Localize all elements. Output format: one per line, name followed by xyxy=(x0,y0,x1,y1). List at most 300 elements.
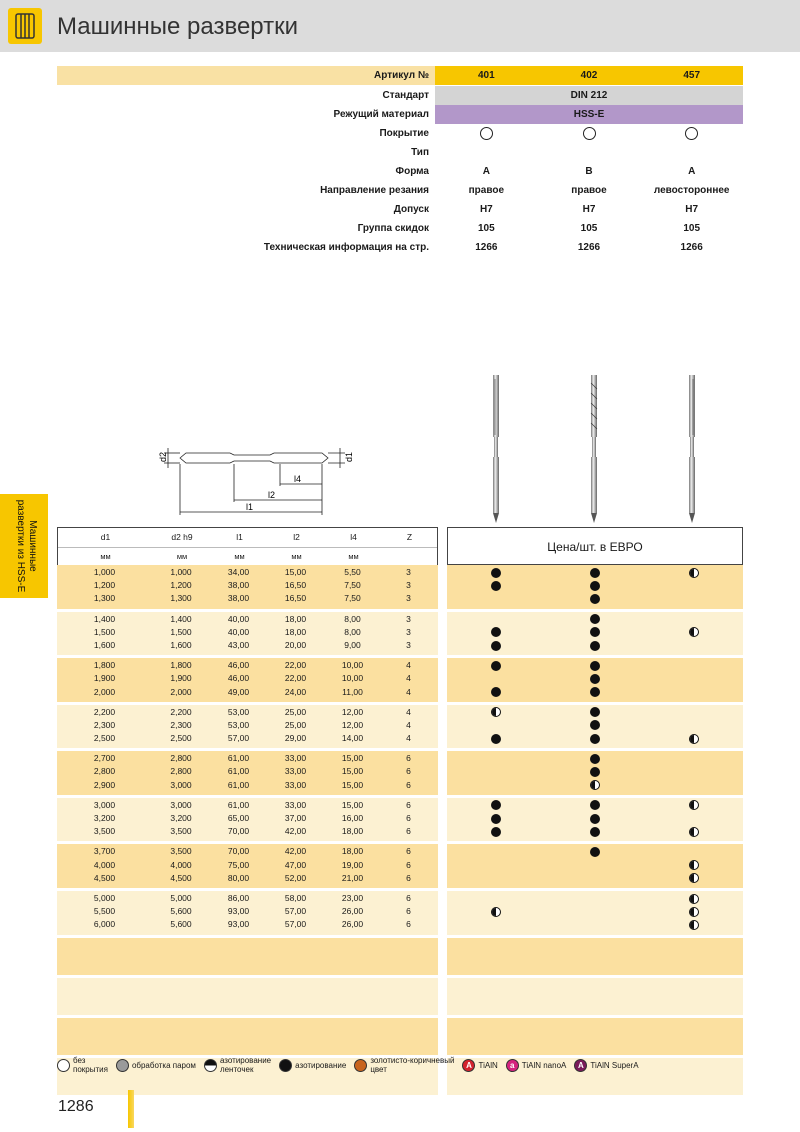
availability-cell xyxy=(546,918,645,931)
discount-row xyxy=(57,219,743,238)
cell-d2: 3,000 xyxy=(170,799,192,810)
availability-cell xyxy=(447,659,546,672)
cell-l4: 10,00 xyxy=(341,673,364,684)
cell-z: 6 xyxy=(406,892,411,903)
availability-cell xyxy=(546,719,645,732)
stock-available-icon[interactable] xyxy=(590,720,600,730)
availability-cell xyxy=(447,592,546,605)
availability-cell xyxy=(644,672,743,685)
cell-d1: 1,200 xyxy=(93,580,116,591)
stock-partial-icon[interactable] xyxy=(689,568,699,578)
availability-cell xyxy=(644,799,743,812)
price-row xyxy=(447,659,743,672)
cell-l2: 15,00 xyxy=(284,567,307,577)
availability-cell xyxy=(546,779,645,792)
stock-available-icon[interactable] xyxy=(491,641,501,651)
stock-partial-icon[interactable] xyxy=(491,907,501,917)
unit-label xyxy=(382,548,437,566)
legend-label: азотирование ленточек xyxy=(219,1056,272,1074)
row-divider xyxy=(57,1095,743,1098)
cell-l1: 61,00 xyxy=(227,779,250,790)
legend-label: золотисто-коричневый цвет xyxy=(370,1056,455,1074)
cell-d1: 2,300 xyxy=(93,719,116,730)
price-row xyxy=(447,779,743,792)
table-row[interactable] xyxy=(57,765,438,778)
col-d2-header: d2 h9 xyxy=(171,532,193,542)
cell-d1: 4,000 xyxy=(93,859,116,870)
cell-l2: 24,00 xyxy=(284,686,307,697)
cell-l1: 49,00 xyxy=(227,686,250,697)
unit-label: мм xyxy=(176,552,188,561)
empty-row-band xyxy=(57,1018,743,1055)
price-row xyxy=(447,799,743,812)
col-z-header: Z xyxy=(406,532,413,542)
availability-cell xyxy=(644,812,743,825)
form-value: A xyxy=(688,166,696,177)
legend-item xyxy=(506,1059,567,1072)
availability-cell xyxy=(447,639,546,652)
legend-item xyxy=(57,1056,108,1074)
stock-partial-icon[interactable] xyxy=(689,894,699,904)
uncoated-icon xyxy=(480,127,493,140)
cell-d2: 1,400 xyxy=(170,613,192,624)
stock-partial-icon[interactable] xyxy=(689,827,699,837)
stock-available-icon[interactable] xyxy=(590,594,600,604)
cell-d1: 2,000 xyxy=(93,686,116,697)
table-row-group xyxy=(57,705,743,749)
cell-l1: 53,00 xyxy=(227,719,250,730)
cell-d2: 3,500 xyxy=(170,826,192,837)
cell-l4: 21,00 xyxy=(341,872,364,883)
reamer-logo-icon xyxy=(8,8,42,44)
cell-d1: 3,700 xyxy=(93,846,116,857)
table-row[interactable] xyxy=(57,566,438,579)
reamer-401-image xyxy=(490,375,502,523)
cell-z: 4 xyxy=(406,660,411,671)
cell-d2: 2,800 xyxy=(170,766,192,777)
cell-l4: 8,00 xyxy=(344,626,361,637)
discount-label: Группа скидок xyxy=(357,223,429,234)
availability-cell xyxy=(447,732,546,745)
cell-z: 4 xyxy=(406,733,411,744)
availability-cell xyxy=(447,579,546,592)
cell-l1: 93,00 xyxy=(227,906,250,917)
stock-partial-icon[interactable] xyxy=(689,907,699,917)
cell-l4: 18,00 xyxy=(341,846,364,857)
cell-l1: 43,00 xyxy=(227,639,250,650)
cell-d2: 3,200 xyxy=(170,813,192,823)
cell-l1: 65,00 xyxy=(227,813,250,823)
article-457: 457 xyxy=(683,70,701,81)
cell-z: 6 xyxy=(406,766,411,777)
stock-partial-icon[interactable] xyxy=(689,920,699,930)
cell-l2: 42,00 xyxy=(284,826,307,837)
stock-partial-icon[interactable] xyxy=(689,800,699,810)
direction-value: правое xyxy=(571,185,607,196)
cell-l4: 12,00 xyxy=(341,719,364,730)
table-row[interactable] xyxy=(57,918,438,931)
table-row-group xyxy=(57,844,743,888)
table-row-group xyxy=(57,891,743,935)
cell-d1: 1,400 xyxy=(93,613,116,624)
price-row xyxy=(447,765,743,778)
availability-cell xyxy=(447,918,546,931)
cell-z: 6 xyxy=(406,826,411,837)
availability-cell xyxy=(644,779,743,792)
cell-l1: 38,00 xyxy=(227,580,250,591)
form-label: Форма xyxy=(395,166,429,177)
stock-partial-icon[interactable] xyxy=(590,780,600,790)
cell-l4: 26,00 xyxy=(341,906,364,917)
legend-label: TiAlN nanoA xyxy=(521,1060,567,1070)
table-row-group xyxy=(57,612,743,656)
stock-available-icon[interactable] xyxy=(590,627,600,637)
availability-cell xyxy=(447,566,546,579)
stock-available-icon[interactable] xyxy=(491,568,501,578)
drawing-label-l2: l2 xyxy=(268,490,276,500)
stock-available-icon[interactable] xyxy=(590,814,600,824)
cell-z: 6 xyxy=(406,872,411,883)
cell-d1: 4,500 xyxy=(93,872,116,883)
stock-available-icon[interactable] xyxy=(491,814,501,824)
stock-available-icon[interactable] xyxy=(590,734,600,744)
tolerance-value: H7 xyxy=(582,204,596,215)
price-row xyxy=(447,719,743,732)
table-row[interactable] xyxy=(57,812,438,825)
cell-l4: 15,00 xyxy=(341,753,364,764)
price-row xyxy=(447,626,743,639)
article-401: 401 xyxy=(477,70,495,81)
cell-z: 6 xyxy=(406,779,411,790)
stock-available-icon[interactable] xyxy=(590,800,600,810)
cell-d2: 5,600 xyxy=(170,919,192,930)
cell-d1: 5,000 xyxy=(93,892,116,903)
cell-l1: 40,00 xyxy=(227,626,250,637)
table-row[interactable] xyxy=(57,859,438,872)
cell-l1: 53,00 xyxy=(227,706,250,717)
techinfo-label: Техническая информация на стр. xyxy=(263,242,429,253)
cell-d1: 1,900 xyxy=(93,673,116,684)
table-row[interactable] xyxy=(57,825,438,838)
legend-item xyxy=(116,1059,196,1072)
cell-d2: 3,000 xyxy=(170,779,192,790)
table-row[interactable] xyxy=(57,659,438,672)
cell-l4: 19,00 xyxy=(341,859,364,870)
tolerance-row xyxy=(57,200,743,219)
stock-available-icon[interactable] xyxy=(491,661,501,671)
availability-cell xyxy=(546,905,645,918)
table-row-group xyxy=(57,658,743,702)
stock-partial-icon[interactable] xyxy=(689,873,699,883)
table-row[interactable] xyxy=(57,845,438,858)
cell-z: 6 xyxy=(406,813,411,823)
stock-available-icon[interactable] xyxy=(590,847,600,857)
form-value: A xyxy=(482,166,490,177)
col-l4-header: l4 xyxy=(350,532,357,542)
stock-available-icon[interactable] xyxy=(491,800,501,810)
stock-available-icon[interactable] xyxy=(590,568,600,578)
availability-cell xyxy=(546,566,645,579)
cell-d2: 4,500 xyxy=(170,872,192,883)
stock-available-icon[interactable] xyxy=(590,687,600,697)
table-row[interactable] xyxy=(57,799,438,812)
cell-l1: 80,00 xyxy=(227,872,250,883)
availability-cell xyxy=(644,752,743,765)
cell-d2: 1,200 xyxy=(170,580,192,591)
drawing-label-l1: l1 xyxy=(246,502,254,512)
cell-l1: 46,00 xyxy=(227,660,250,671)
availability-cell xyxy=(447,799,546,812)
table-row[interactable] xyxy=(57,719,438,732)
table-row[interactable] xyxy=(57,613,438,626)
cell-l2: 29,00 xyxy=(284,733,307,744)
table-row[interactable] xyxy=(57,626,438,639)
cell-l2: 33,00 xyxy=(284,779,307,790)
stock-partial-icon[interactable] xyxy=(689,734,699,744)
availability-cell xyxy=(546,626,645,639)
cell-z: 6 xyxy=(406,859,411,870)
price-row xyxy=(447,672,743,685)
nitrided-icon xyxy=(279,1059,292,1072)
reamer-402-image xyxy=(588,375,600,523)
stock-available-icon[interactable] xyxy=(590,641,600,651)
availability-cell xyxy=(644,706,743,719)
legend-item xyxy=(354,1056,454,1074)
cell-l2: 25,00 xyxy=(284,706,307,717)
cell-l2: 52,00 xyxy=(284,872,307,883)
cell-l4: 15,00 xyxy=(341,766,364,777)
price-row xyxy=(447,892,743,905)
table-row[interactable] xyxy=(57,639,438,652)
cell-d2: 2,300 xyxy=(170,719,192,730)
cell-l4: 16,00 xyxy=(341,813,364,823)
stock-available-icon[interactable] xyxy=(491,687,501,697)
table-row[interactable] xyxy=(57,706,438,719)
availability-cell xyxy=(644,859,743,872)
stock-available-icon[interactable] xyxy=(491,734,501,744)
cell-l1: 38,00 xyxy=(227,593,250,604)
availability-cell xyxy=(447,686,546,699)
material-label: Режущий материал xyxy=(333,109,429,120)
cell-l2: 42,00 xyxy=(284,846,307,857)
cell-d1: 1,600 xyxy=(93,639,116,650)
page-title: Машинные развертки xyxy=(57,13,299,40)
availability-cell xyxy=(546,639,645,652)
coating-row xyxy=(57,124,743,143)
stock-available-icon[interactable] xyxy=(491,581,501,591)
reamer-457-image xyxy=(686,375,698,523)
cell-d1: 1,500 xyxy=(93,626,116,637)
availability-cell xyxy=(644,905,743,918)
cell-l4: 7,50 xyxy=(344,580,361,591)
col-l2-header: l2 xyxy=(293,532,300,542)
cell-d1: 3,200 xyxy=(93,813,116,823)
cell-z: 3 xyxy=(406,613,411,624)
steam-treated-icon xyxy=(116,1059,129,1072)
cell-l4: 26,00 xyxy=(341,919,364,930)
unit-label: мм xyxy=(234,552,245,561)
techinfo-link[interactable]: 1266 xyxy=(577,242,601,253)
stock-available-icon[interactable] xyxy=(590,674,600,684)
cell-l1: 40,00 xyxy=(227,613,250,624)
price-row xyxy=(447,905,743,918)
cell-z: 3 xyxy=(406,580,411,591)
cell-z: 4 xyxy=(406,719,411,730)
availability-cell xyxy=(546,706,645,719)
table-row[interactable] xyxy=(57,779,438,792)
availability-cell xyxy=(447,905,546,918)
stock-available-icon[interactable] xyxy=(491,827,501,837)
cell-d2: 1,600 xyxy=(170,639,192,650)
price-row xyxy=(447,732,743,745)
stock-available-icon[interactable] xyxy=(590,661,600,671)
cell-d2: 3,500 xyxy=(170,846,192,857)
techinfo-link[interactable]: 1266 xyxy=(475,242,498,253)
availability-cell xyxy=(644,918,743,931)
cell-l1: 34,00 xyxy=(227,567,250,577)
availability-cell xyxy=(447,765,546,778)
availability-cell xyxy=(546,613,645,626)
cell-l4: 10,00 xyxy=(341,660,364,671)
cell-d2: 2,000 xyxy=(170,686,192,697)
cell-l2: 22,00 xyxy=(284,673,307,684)
tolerance-value: H7 xyxy=(479,204,493,215)
price-row xyxy=(447,859,743,872)
table-row[interactable] xyxy=(57,905,438,918)
stock-partial-icon[interactable] xyxy=(689,860,699,870)
cell-d1: 1,300 xyxy=(93,593,116,604)
table-row-group xyxy=(57,751,743,795)
side-tab-label: Машинные развертки из HSS-E xyxy=(15,499,38,593)
cell-l2: 37,00 xyxy=(284,813,307,823)
legend-item xyxy=(462,1059,497,1072)
stock-available-icon[interactable] xyxy=(491,627,501,637)
legend-label: обработка паром xyxy=(131,1060,196,1070)
cell-d1: 2,900 xyxy=(93,779,116,790)
availability-cell xyxy=(447,825,546,838)
availability-cell xyxy=(644,872,743,885)
table-row[interactable] xyxy=(57,872,438,885)
price-row xyxy=(447,706,743,719)
page-marker-bar xyxy=(128,1090,134,1128)
table-row[interactable] xyxy=(57,592,438,605)
availability-cell xyxy=(644,613,743,626)
cell-l4: 18,00 xyxy=(341,826,364,837)
cell-z: 6 xyxy=(406,906,411,917)
standard-label: Стандарт xyxy=(382,90,429,101)
cell-d1: 2,800 xyxy=(93,766,116,777)
availability-cell xyxy=(546,799,645,812)
article-402: 402 xyxy=(580,70,598,81)
cell-d1: 6,000 xyxy=(93,919,116,930)
table-row[interactable] xyxy=(57,892,438,905)
stock-available-icon[interactable] xyxy=(590,707,600,717)
availability-cell xyxy=(546,752,645,765)
price-row xyxy=(447,872,743,885)
availability-cell xyxy=(644,732,743,745)
price-row xyxy=(447,752,743,765)
cell-l2: 20,00 xyxy=(284,639,307,650)
page-header xyxy=(0,0,800,52)
cell-d2: 1,800 xyxy=(170,660,192,671)
unit-label: мм xyxy=(348,552,359,561)
price-column-header: Цена/шт. в ЕВРО xyxy=(447,527,743,565)
stock-available-icon[interactable] xyxy=(590,827,600,837)
cell-d2: 1,000 xyxy=(170,567,192,577)
standard-value: DIN 212 xyxy=(570,90,608,101)
stock-available-icon[interactable] xyxy=(590,581,600,591)
availability-cell xyxy=(447,672,546,685)
empty-row-band xyxy=(57,938,743,975)
stock-available-icon[interactable] xyxy=(590,614,600,624)
availability-cell xyxy=(644,825,743,838)
stock-available-icon[interactable] xyxy=(590,754,600,764)
stock-available-icon[interactable] xyxy=(590,767,600,777)
table-row[interactable] xyxy=(57,686,438,699)
gold-brown-icon xyxy=(354,1059,367,1072)
cell-d2: 2,800 xyxy=(170,753,192,764)
availability-cell xyxy=(644,686,743,699)
availability-cell xyxy=(546,825,645,838)
page-number: 1286 xyxy=(58,1098,94,1115)
form-value: B xyxy=(585,166,593,177)
availability-cell xyxy=(546,579,645,592)
dimensions-table-body xyxy=(57,565,743,1098)
cell-d2: 4,000 xyxy=(170,859,192,870)
availability-cell xyxy=(447,719,546,732)
availability-cell xyxy=(447,626,546,639)
cell-l2: 16,50 xyxy=(284,580,307,591)
cell-l2: 33,00 xyxy=(284,766,307,777)
price-row xyxy=(447,845,743,858)
cell-l2: 25,00 xyxy=(284,719,307,730)
table-row[interactable] xyxy=(57,752,438,765)
availability-cell xyxy=(644,719,743,732)
legend-label: TiAlN xyxy=(478,1060,498,1070)
availability-cell xyxy=(546,872,645,885)
price-row xyxy=(447,592,743,605)
availability-cell xyxy=(447,706,546,719)
discount-value: 105 xyxy=(580,223,598,234)
col-d1-header: d1 xyxy=(100,532,111,542)
availability-cell xyxy=(546,686,645,699)
table-row[interactable] xyxy=(57,579,438,592)
direction-value: правое xyxy=(468,185,505,196)
cell-l4: 23,00 xyxy=(341,892,364,903)
tialn-nano-icon: a xyxy=(506,1059,519,1072)
availability-cell xyxy=(546,812,645,825)
cell-d1: 3,000 xyxy=(93,799,116,810)
table-row[interactable] xyxy=(57,672,438,685)
cell-l2: 16,50 xyxy=(284,593,307,604)
availability-cell xyxy=(644,639,743,652)
drawing-label-d1: d1 xyxy=(344,451,354,462)
table-row[interactable] xyxy=(57,732,438,745)
cell-l2: 18,00 xyxy=(284,626,307,637)
legend-item xyxy=(279,1059,346,1072)
tolerance-label: Допуск xyxy=(393,204,429,215)
cell-l2: 18,00 xyxy=(284,613,307,624)
direction-label: Направление резания xyxy=(320,185,429,196)
techinfo-link[interactable]: 1266 xyxy=(680,242,703,253)
section-side-tab[interactable] xyxy=(0,494,48,598)
cell-z: 3 xyxy=(406,639,411,650)
availability-cell xyxy=(546,732,645,745)
cell-d2: 5,600 xyxy=(170,906,192,917)
stock-partial-icon[interactable] xyxy=(491,707,501,717)
availability-cell xyxy=(644,566,743,579)
stock-partial-icon[interactable] xyxy=(689,627,699,637)
